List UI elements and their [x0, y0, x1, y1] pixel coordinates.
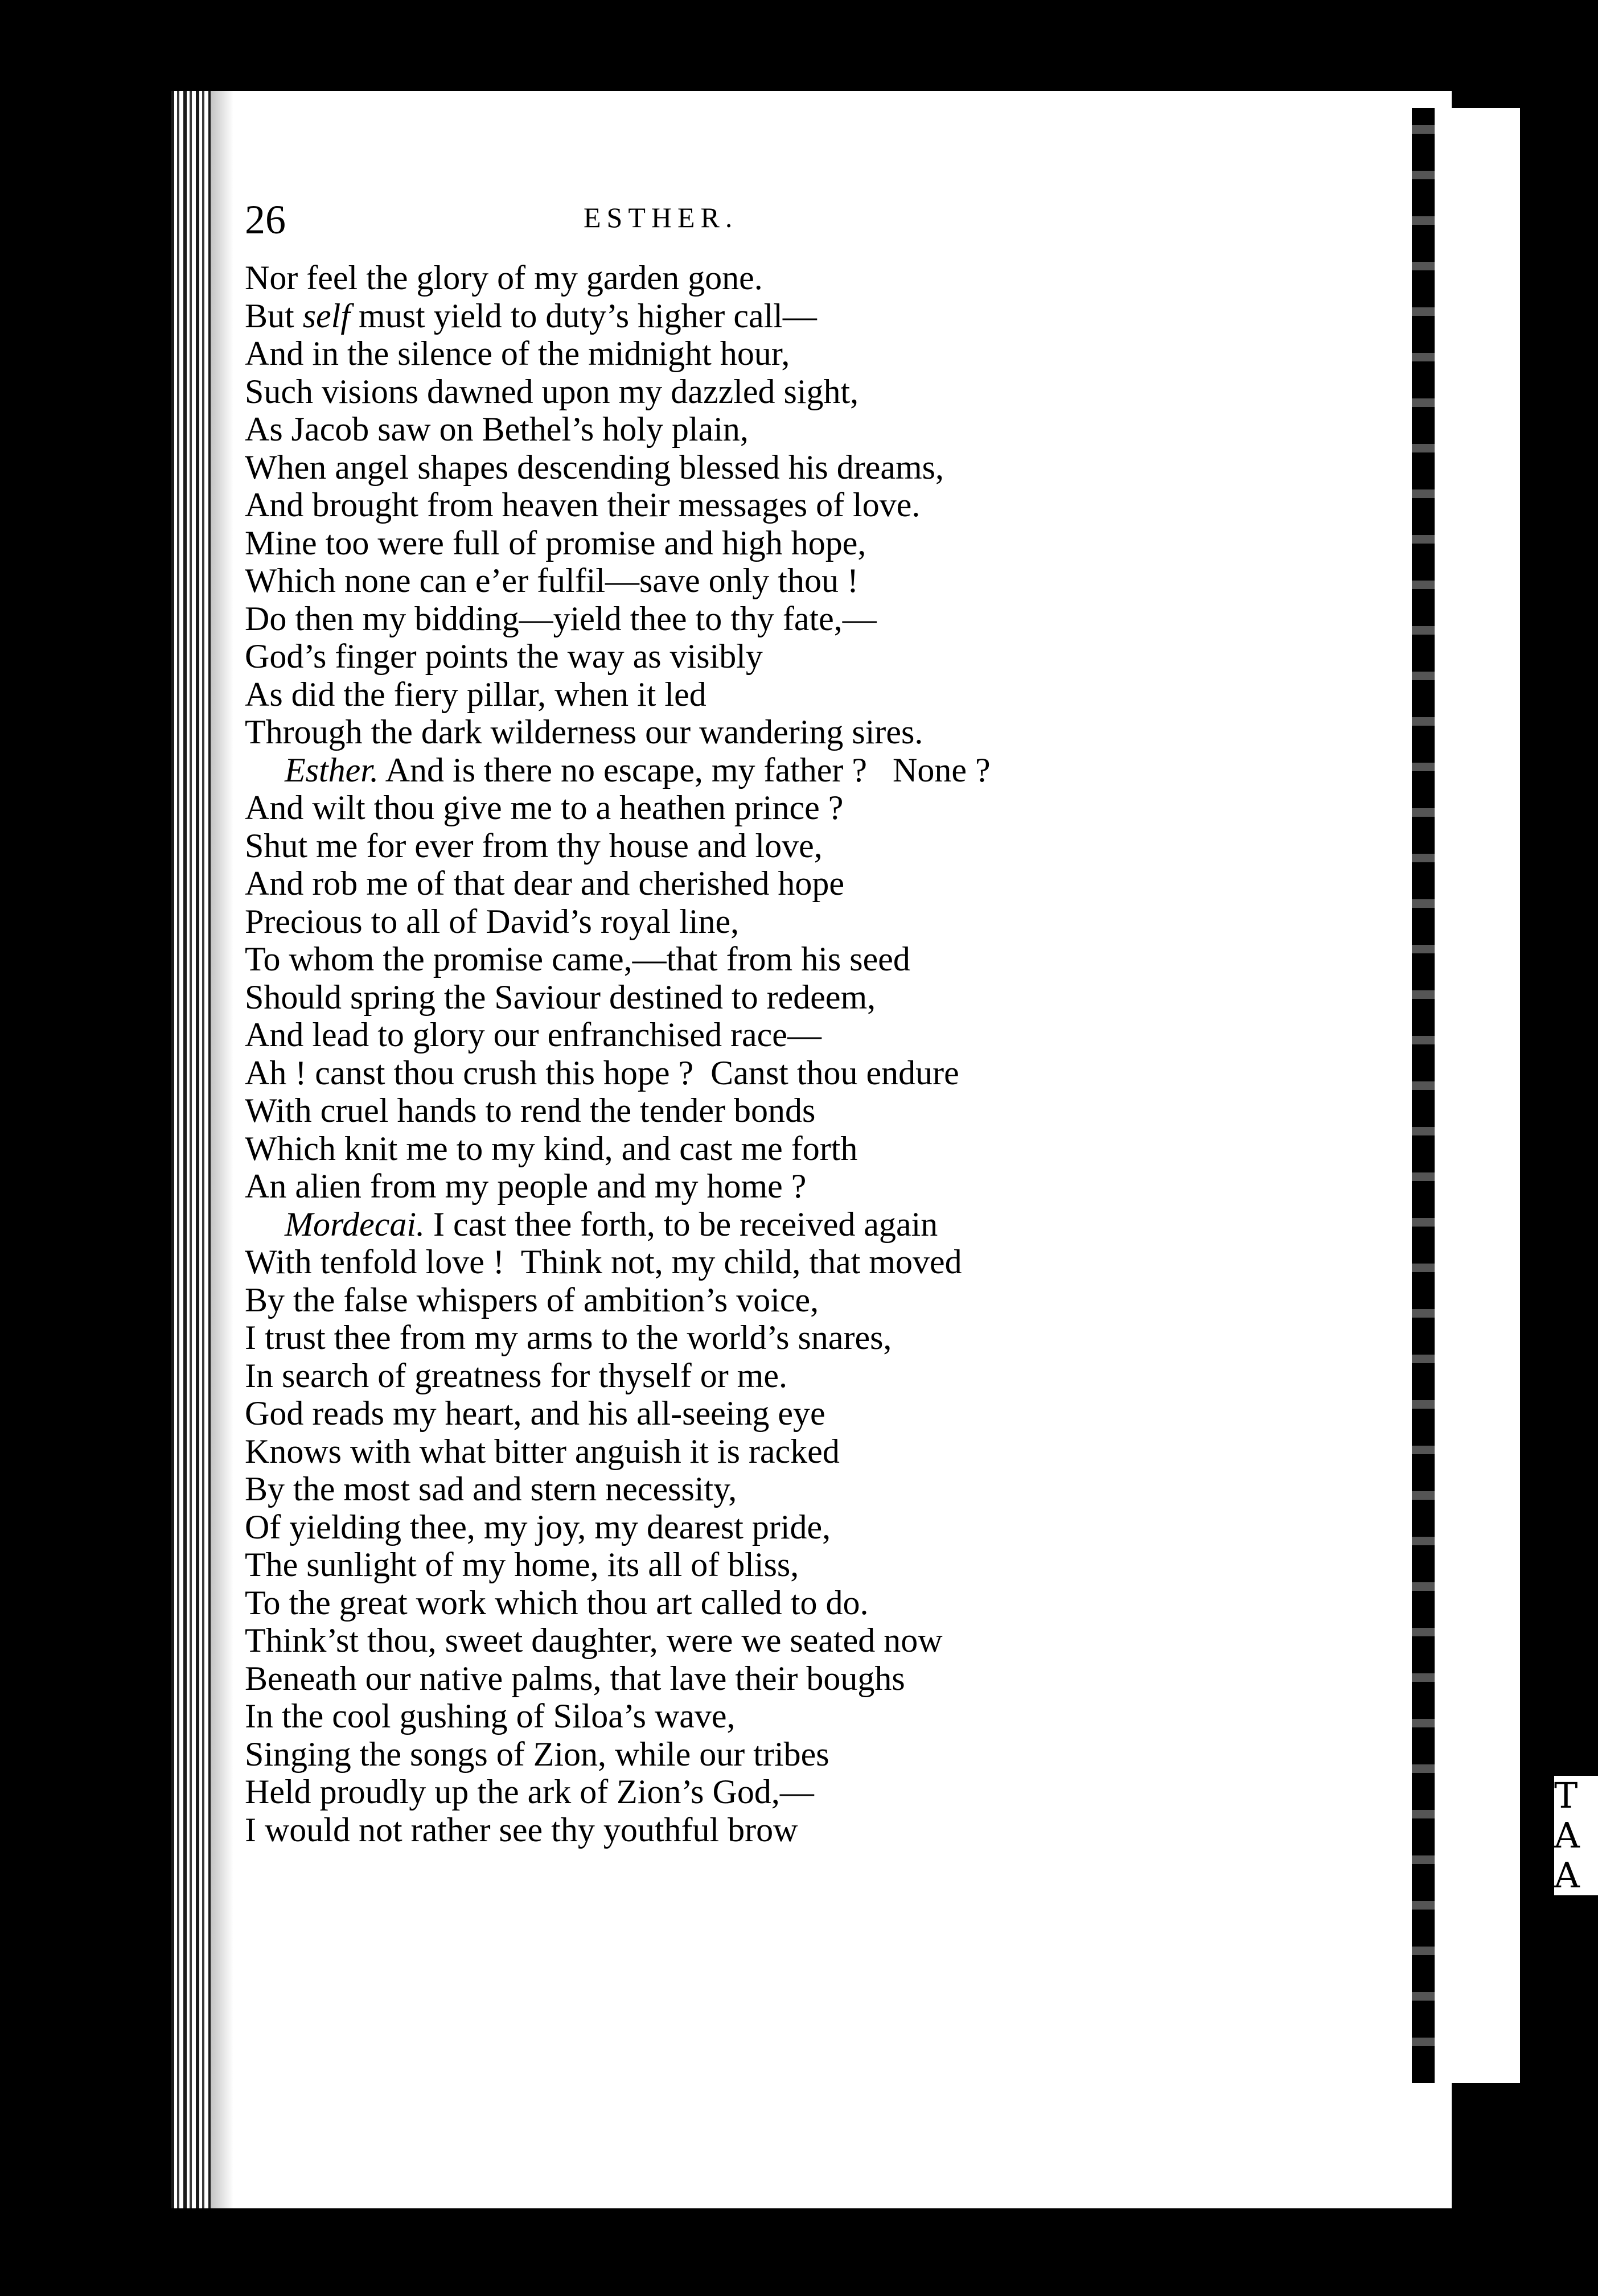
text-line: And wilt thou give me to a heathen prince ? — [245, 789, 844, 826]
line-text: must yield to duty’s higher call— — [350, 297, 817, 335]
text-line: And lead to glory our enfranchised race— — [245, 1016, 821, 1054]
text-line: Ah ! canst thou crush this hope ? Canst thou endure — [245, 1054, 959, 1092]
text-line: Shut me for ever from thy house and love, — [245, 826, 823, 865]
binding-gutter — [171, 91, 211, 2208]
text-line: Do then my bidding—yield thee to thy fate,— — [245, 599, 877, 637]
text-line: To whom the promise came,—that from his seed — [245, 940, 910, 978]
text-line: Think’st thou, sweet daughter, were we seated now — [245, 1622, 943, 1659]
text-line: By the most sad and stern necessity, — [245, 1470, 737, 1508]
text-line: An alien from my people and my home ? — [245, 1167, 807, 1205]
fragment-letter: T — [1554, 1775, 1578, 1816]
text-line: And in the silence of the midnight hour, — [245, 335, 790, 372]
text-line: The sunlight of my home, its all of bliss, — [245, 1546, 799, 1583]
next-page-fragment — [1554, 1776, 1598, 1895]
text-line: When angel shapes descending blessed his dreams, — [245, 448, 944, 486]
line-text: But — [245, 297, 303, 335]
emphasis-text: self — [302, 297, 351, 335]
text-line: And brought from heaven their messages of love. — [245, 486, 921, 524]
text-line: To the great work which thou art called to do. — [245, 1583, 869, 1622]
text-line: Mine too were full of promise and high hope, — [245, 524, 866, 562]
text-line: In the cool gushing of Siloa’s wave, — [245, 1697, 736, 1735]
text-line: Through the dark wilderness our wandering sires. — [245, 713, 923, 751]
text-line: With tenfold love ! Think not, my child, that moved — [245, 1243, 962, 1281]
text-line: As did the fiery pillar, when it led — [245, 675, 706, 713]
line-text: I cast thee forth, to be received again — [425, 1205, 938, 1243]
text-line — [245, 297, 1326, 335]
text-line: Of yielding thee, my joy, my dearest pride, — [245, 1508, 831, 1546]
line-text: And is there no escape, my father ? None ? — [379, 751, 991, 789]
text-line: I would not rather see thy youthful brow — [245, 1811, 798, 1849]
speaker-name: Esther. — [285, 751, 379, 789]
text-line — [245, 1205, 1326, 1244]
text-line: Beneath our native palms, that lave their boughs — [245, 1659, 905, 1697]
running-title: ESTHER. — [584, 201, 738, 233]
poem-text — [245, 259, 1326, 1849]
text-line: Such visions dawned upon my dazzled sight, — [245, 372, 859, 410]
text-line: With cruel hands to rend the tender bonds — [245, 1092, 816, 1129]
text-line: Nor feel the glory of my garden gone. — [245, 259, 763, 297]
text-line: Which none can e’er fulfil—save only thou ! — [245, 562, 858, 599]
text-line: And rob me of that dear and cherished hope — [245, 865, 844, 902]
text-line: As Jacob saw on Bethel’s holy plain, — [245, 410, 749, 448]
text-line: By the false whispers of ambition’s voice, — [245, 1281, 819, 1319]
text-line: Precious to all of David’s royal line, — [245, 902, 740, 940]
fragment-letter: A — [1554, 1814, 1580, 1856]
text-line: Should spring the Saviour destined to redeem, — [245, 978, 876, 1016]
page-number: 26 — [245, 197, 286, 242]
text-line: Singing the songs of Zion, while our tribes — [245, 1735, 829, 1773]
text-line — [245, 751, 1326, 789]
text-line: In search of greatness for thyself or me. — [245, 1356, 787, 1394]
text-line: I trust thee from my arms to the world’s snares, — [245, 1319, 892, 1356]
gutter-shadow — [211, 91, 233, 2208]
text-line: Held proudly up the ark of Zion’s God,— — [245, 1773, 814, 1811]
next-page-edge — [1435, 108, 1520, 2083]
fragment-letter: A — [1554, 1854, 1580, 1896]
text-line: God reads my heart, and his all-seeing eye — [245, 1394, 825, 1432]
text-line: Knows with what bitter anguish it is racked — [245, 1432, 840, 1470]
speaker-name: Mordecai. — [285, 1205, 425, 1243]
text-line: Which knit me to my kind, and cast me forth — [245, 1129, 858, 1167]
text-line: God’s finger points the way as visibly — [245, 637, 763, 675]
